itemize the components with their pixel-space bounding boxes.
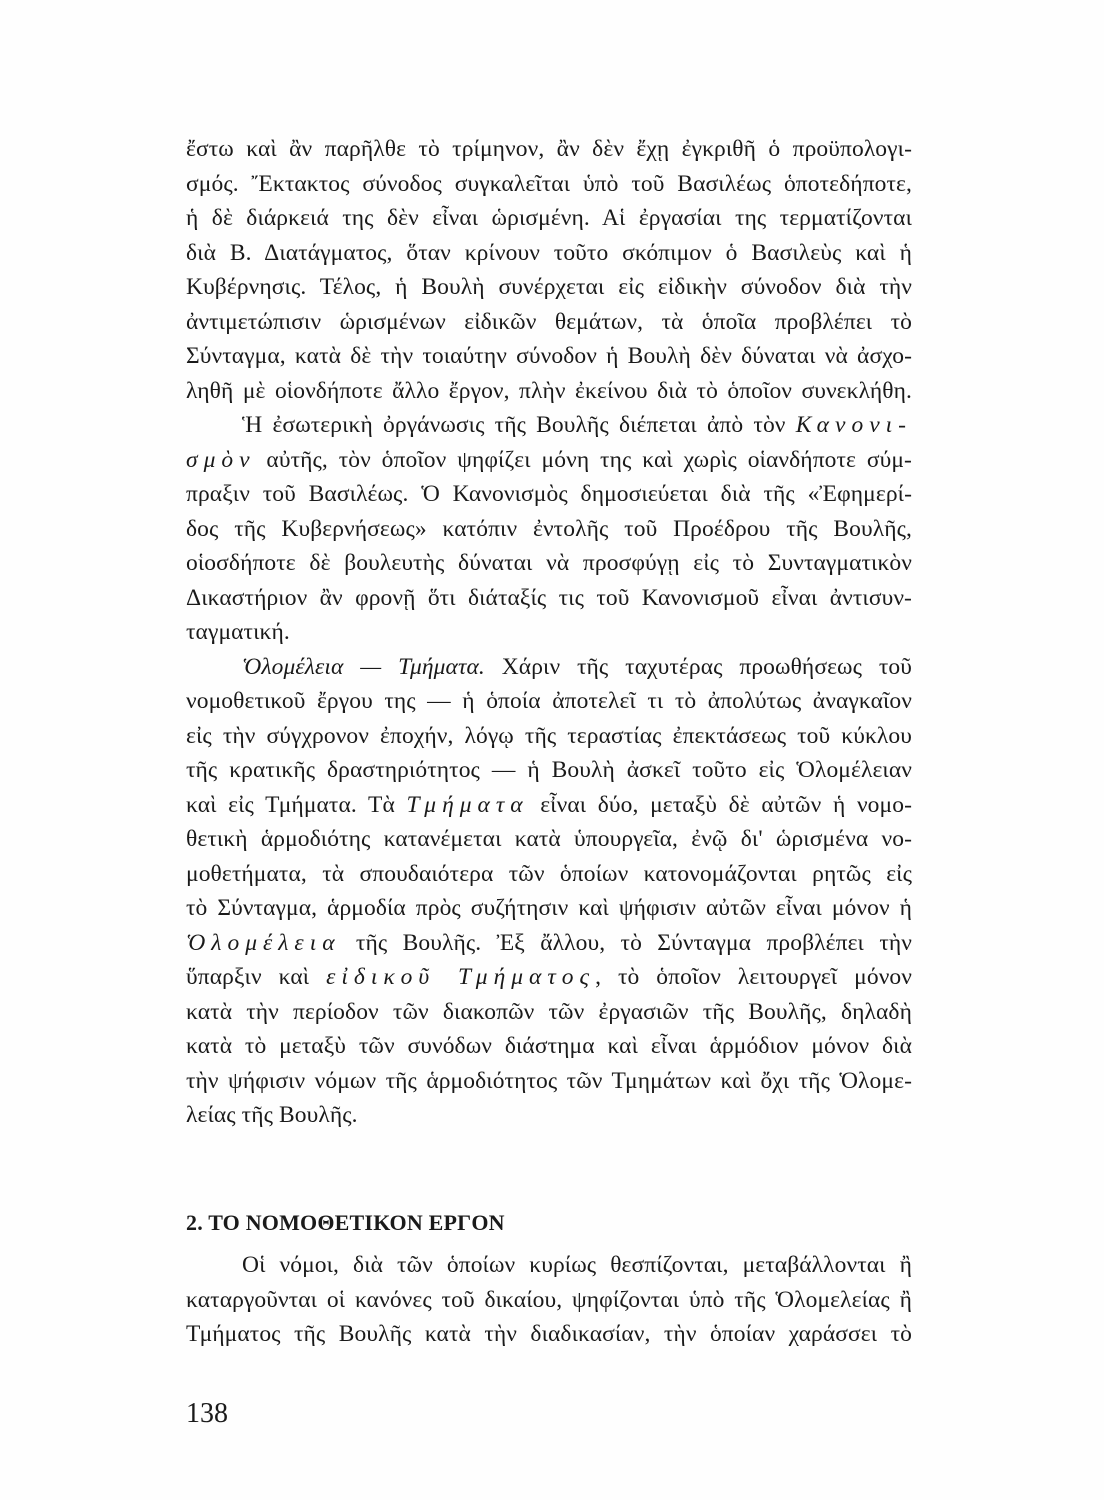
text-line: εἰς τὴν σύγχρονον ἐποχήν, λόγῳ τῆς τεραστίας ἐπεκτάσεως τοῦ κύκλου	[186, 722, 912, 749]
text-line	[186, 443, 912, 478]
emphasis-kanonismon: σμὸν	[186, 446, 256, 473]
text-line: δος τῆς Κυβερνήσεως» κατόπιν ἐντολῆς τοῦ Προέδρου τῆς Βουλῆς,	[186, 515, 912, 542]
text-line: τὸ Σύνταγμα, ἁρμοδία πρὸς συζήτησιν καὶ ψήφισιν αὐτῶν εἶναι μόνον ἡ	[186, 895, 912, 921]
text-run: ὕπαρξιν καὶ	[186, 964, 327, 990]
text-line: τὴν ψήφισιν νόμων τῆς ἁρμοδιότητος τῶν Τμημάτων καὶ ὄχι τῆς Ὁλομε-	[186, 1067, 912, 1094]
text-run: καὶ εἰς Τμήματα. Τὰ	[186, 791, 407, 818]
text-run: αὐτῆς, τὸν ὁποῖον ψηφίζει μόνη της καὶ χωρὶς οἱανδήποτε σύμ-	[255, 446, 912, 473]
text-line: Κυβέρνησις. Τέλος, ἡ Βουλὴ συνέρχεται εἰς εἰδικὴν σύνοδον διὰ τὴν	[186, 274, 912, 300]
text-line	[186, 788, 912, 823]
text-line: ληθῆ μὲ οἱονδήποτε ἄλλο ἔργον, πλὴν ἐκείνου διὰ τὸ ὁποῖον συνεκλήθη.	[186, 377, 912, 404]
text-line: ἔστω καὶ ἂν παρῆλθε τὸ τρίμηνον, ἂν δὲν ἔχῃ ἐγκριθῆ ὁ προϋπολογι-	[186, 136, 912, 162]
text-line: τῆς κρατικῆς δραστηριότητος — ἡ Βουλὴ ἀσκεῖ τοῦτο εἰς Ὁλομέλειαν	[186, 757, 912, 783]
text-line	[186, 408, 912, 443]
emphasis-tmimata: Τμήματα	[406, 791, 529, 818]
text-run: τῆς Βουλῆς. Ἐξ ἄλλου, τὸ Σύνταγμα προβλέπει τὴν	[340, 929, 912, 956]
page-number: 138	[186, 1398, 228, 1429]
emphasis-olomeleia: Ὁλομέλεια	[186, 929, 341, 956]
text-run: , τὸ ὁποῖον λειτουργεῖ μόνον	[595, 964, 912, 990]
text-line: κατὰ τὸ μεταξὺ τῶν συνόδων διάστημα καὶ εἶναι ἁρμόδιον μόνον διὰ	[186, 1033, 912, 1059]
subheading-plenary-sections: Ὁλομέλεια — Τμήματα.	[242, 653, 485, 680]
text-line: Δικαστήριον ἂν φρονῇ ὅτι διάταξίς τις τοῦ Κανονισμοῦ εἶναι ἀντισυν-	[186, 584, 912, 611]
text-line: ταγματική.	[186, 619, 290, 645]
text-line	[186, 960, 912, 995]
emphasis-eidikou-tmimatos: εἰδικοῦ Τμήματος	[326, 964, 596, 990]
text-run: Ἡ ἐσωτερικὴ ὀργάνωσις τῆς Βουλῆς διέπεται ἀπὸ τὸν	[242, 412, 796, 438]
text-line	[186, 926, 912, 961]
paragraph-laws	[186, 1248, 912, 1352]
text-line: Σύνταγμα, κατὰ δὲ τὴν τοιαύτην σύνοδον ἡ Βουλὴ δὲν δύναται νὰ ἀσχο-	[186, 343, 912, 369]
text-run: εἶναι δύο, μεταξὺ δὲ αὐτῶν ἡ νομο-	[528, 791, 912, 818]
text-line: σμός. Ἔκτακτος σύνοδος συγκαλεῖται ὑπὸ τοῦ Βασιλέως ὁποτεδήποτε,	[186, 170, 912, 197]
text-line: κατὰ τὴν περίοδον τῶν διακοπῶν τῶν ἐργασιῶν τῆς Βουλῆς, δηλαδὴ	[186, 998, 912, 1025]
text-line: νομοθετικοῦ ἔργου της — ἡ ὁποία ἀποτελεῖ τι τὸ ἀπολύτως ἀναγκαῖον	[186, 688, 912, 714]
emphasis-kanonismon: Κανονι-	[795, 412, 912, 438]
text-line: Οἱ νόμοι, διὰ τῶν ὁποίων κυρίως θεσπίζονται, μεταβάλλονται ἢ	[242, 1252, 912, 1278]
paragraph-sessions	[186, 132, 912, 1133]
text-line: θετικὴ ἁρμοδιότης κατανέμεται κατὰ ὑπουργεῖα, ἐνῷ δι' ὡρισμένα νο-	[186, 826, 912, 852]
text-line: λείας τῆς Βουλῆς.	[186, 1102, 358, 1128]
text-line: διὰ Β. Διατάγματος, ὅταν κρίνουν τοῦτο σκόπιμον ὁ Βασιλεὺς καὶ ἡ	[186, 239, 912, 266]
text-line: Τμήματος τῆς Βουλῆς κατὰ τὴν διαδικασίαν, τὴν ὁποίαν χαράσσει τὸ	[186, 1321, 912, 1347]
text-line: πραξιν τοῦ Βασιλέως. Ὁ Κανονισμὸς δημοσιεύεται διὰ τῆς «Ἐφημερί-	[186, 481, 912, 507]
text-line	[186, 650, 912, 685]
text-line: οἱοσδήποτε δὲ βουλευτὴς δύναται νὰ προσφύγῃ εἰς τὸ Συνταγματικὸν	[186, 550, 912, 576]
text-line: καταργοῦνται οἱ κανόνες τοῦ δικαίου, ψηφίζονται ὑπὸ τῆς Ὁλομελείας ἢ	[186, 1286, 912, 1313]
text-line: μοθετήματα, τὰ σπουδαιότερα τῶν ὁποίων κατονομάζονται ρητῶς εἰς	[186, 860, 912, 887]
text-line: ἀντιμετώπισιν ὡρισμένων εἰδικῶν θεμάτων, τὰ ὁποῖα προβλέπει τὸ	[186, 308, 912, 335]
text-run: Χάριν τῆς ταχυτέρας προωθήσεως τοῦ	[484, 653, 912, 680]
text-line: ἡ δὲ διάρκειά της δὲν εἶναι ὡρισμένη. Αἱ ἐργασίαι της τερματίζονται	[186, 205, 912, 231]
section-heading: 2. ΤΟ ΝΟΜΟΘΕΤΙΚΟΝ ΕΡΓΟΝ	[186, 1210, 505, 1235]
